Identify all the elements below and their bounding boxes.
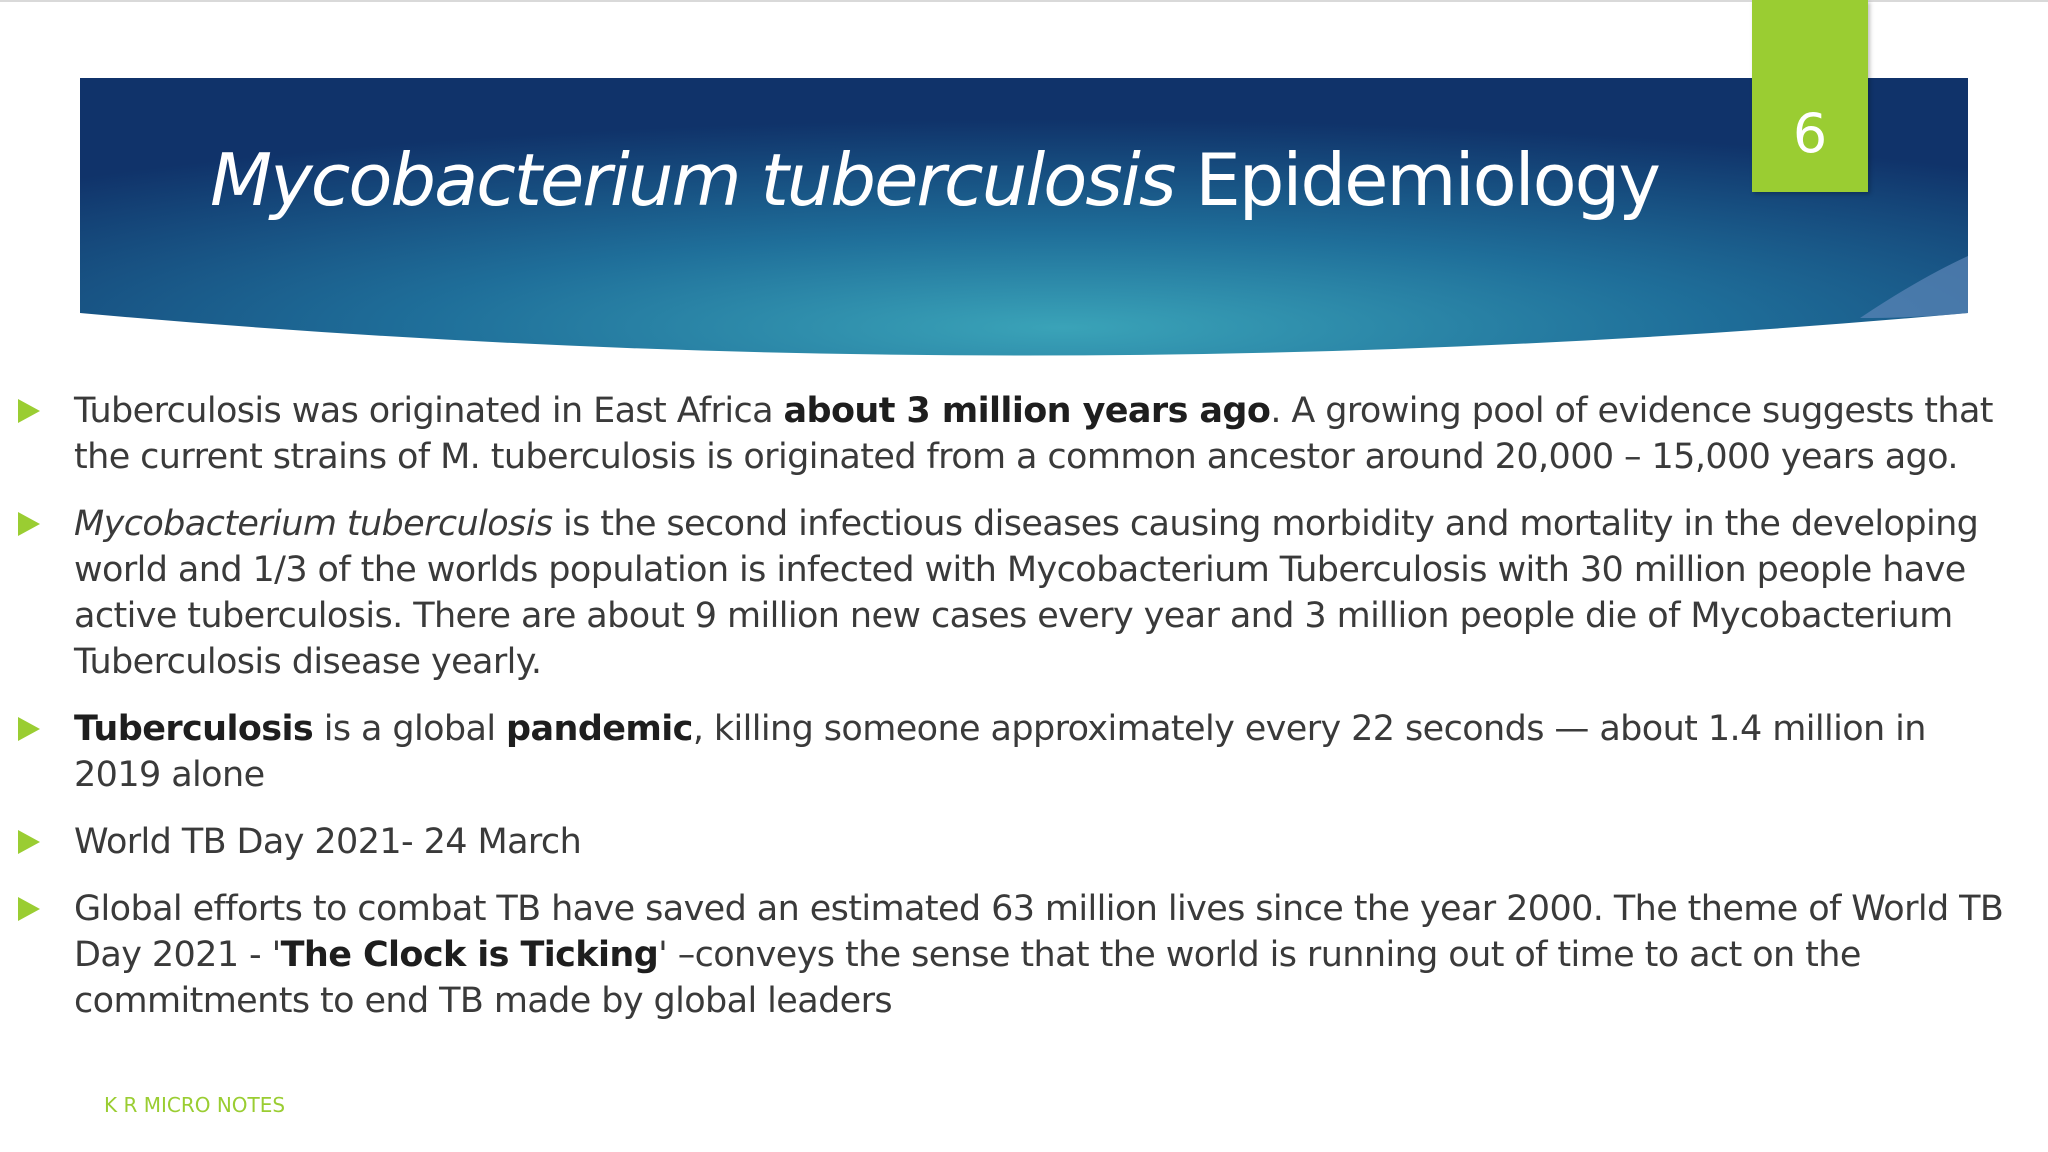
- title-rest: Epidemiology: [1174, 138, 1659, 222]
- page-number: 6: [1792, 102, 1828, 165]
- page-number-tab: [1752, 0, 1868, 192]
- bullet-arrow-icon: [18, 830, 40, 854]
- title-banner: [80, 78, 1968, 383]
- slide-title: [210, 130, 1710, 230]
- footer-text: K R MICRO NOTES: [104, 1093, 286, 1117]
- bullet-item: World TB Day 2021- 24 March: [0, 819, 2004, 865]
- top-divider: [0, 0, 2048, 2]
- bullet-item: Global efforts to combat TB have saved an estimated 63 million lives since the year 2000. The theme of World TB Day 2021 - 'The Clock is Ticking' –conveys the sense that the world is running out of time to act on the commitments to end TB made by global leaders: [0, 886, 2004, 1024]
- bullet-arrow-icon: [18, 897, 40, 921]
- bullet-item: Tuberculosis is a global pandemic, killing someone approximately every 22 seconds — about 1.4 million in 2019 alone: [0, 706, 2004, 798]
- bullet-arrow-icon: [18, 717, 40, 741]
- bullet-arrow-icon: [18, 399, 40, 423]
- bullet-list: [0, 388, 2048, 1045]
- bullet-item: Mycobacterium tuberculosis is the second infectious diseases causing morbidity and mortality in the developing world and 1/3 of the worlds population is infected with Mycobacterium Tuberculosis with 30 million people have active tuberculosis. There are about 9 million new cases every year and 3 million people die of Mycobacterium Tuberculosis disease yearly.: [0, 501, 2004, 685]
- bullet-arrow-icon: [18, 512, 40, 536]
- title-italic: Mycobacterium tuberculosis: [210, 138, 1175, 222]
- bullet-item: Tuberculosis was originated in East Africa about 3 million years ago. A growing pool of evidence suggests that the current strains of M. tuberculosis is originated from a common ancestor around 20,000 – 15,000 years ago.: [0, 388, 2004, 480]
